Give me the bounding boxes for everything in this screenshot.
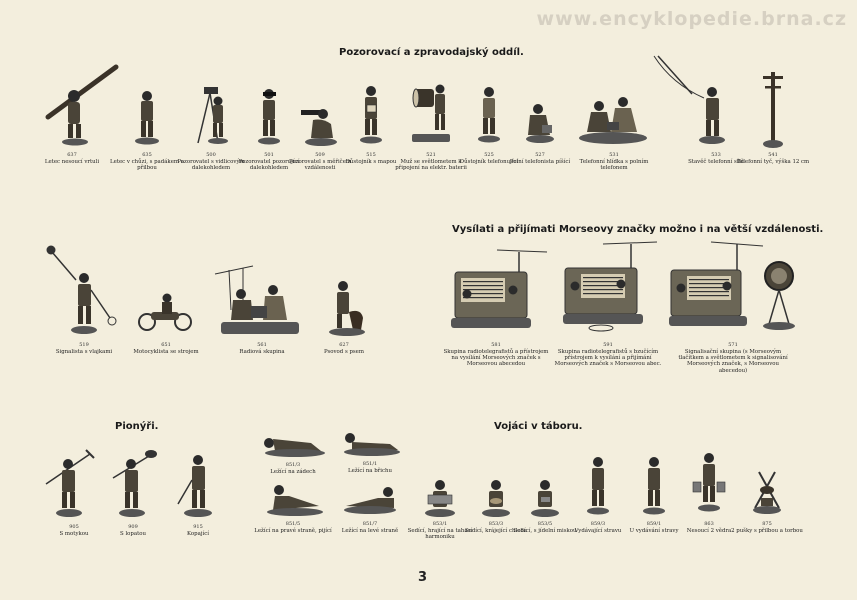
- item-caption: Kopající: [187, 531, 209, 537]
- item-number: 519: [79, 342, 89, 348]
- item-number: 525: [484, 152, 494, 158]
- item-number: 909: [128, 524, 138, 530]
- item-number: 853/1: [432, 521, 448, 527]
- item-caption: Motocyklista se strojem: [133, 349, 199, 355]
- section-heading-pioneers: Pionýři.: [115, 421, 159, 432]
- item-number: 500: [206, 152, 216, 158]
- section-heading-camp: Vojáci v táboru.: [494, 421, 583, 432]
- item-number: 509: [315, 152, 325, 158]
- item-caption: Ležící na pravé straně, pijící: [254, 528, 332, 534]
- item-number: 561: [257, 342, 267, 348]
- item-number: 531: [609, 152, 619, 158]
- item-caption: Nesoucí 2 vědra: [686, 528, 732, 534]
- item-number: 635: [142, 152, 152, 158]
- item-number: 515: [366, 152, 376, 158]
- item-number: 637: [67, 152, 77, 158]
- page-number: 3: [418, 570, 428, 585]
- item-caption: Letec v chůzi, s padákem a přilbou: [110, 159, 184, 172]
- item-number: 915: [193, 524, 203, 530]
- item-caption: Ležící na zádech: [270, 469, 316, 475]
- item-caption: Skupina radiotelegrafistů a přístrojem na vysílání Morseových značek s Morseovou abecedou: [443, 349, 549, 368]
- item-caption: Ležící na levé straně: [341, 528, 399, 534]
- item-number: 591: [603, 342, 613, 348]
- item-number: 853/5: [537, 521, 553, 527]
- item-caption: Důstojník s mapou: [345, 159, 397, 165]
- item-number: 501: [264, 152, 274, 158]
- item-caption: Pozorovatel s vidlicovým dalekohledem: [177, 159, 245, 172]
- item-number: 859/1: [646, 521, 662, 527]
- item-number: 853/3: [488, 521, 504, 527]
- item-number: 859/3: [590, 521, 606, 527]
- item-caption: Ležící na břichu: [348, 468, 392, 474]
- item-number: 581: [491, 342, 501, 348]
- item-number: 533: [711, 152, 721, 158]
- item-number: 851/5: [285, 521, 301, 527]
- item-number: 851/1: [362, 461, 378, 467]
- item-caption: Sedící, krájející chleba: [464, 528, 528, 534]
- item-caption: Telefonní tyč, výška 12 cm: [736, 159, 810, 165]
- item-caption: Muž se světlometem k připojení na elektr. baterii: [395, 159, 467, 172]
- item-caption: 2 pušky s přilbou a torbou: [731, 528, 803, 534]
- item-caption: Důstojník telefonující: [459, 159, 519, 165]
- item-caption: Pozorovatel s měřičem vzdálenosti: [288, 159, 352, 172]
- item-caption: Letec nesoucí vrtuli: [44, 159, 100, 165]
- item-caption: Vydávající stravu: [574, 528, 622, 534]
- item-caption: U vydávání stravy: [629, 528, 679, 534]
- item-number: 521: [426, 152, 436, 158]
- item-number: 851/7: [362, 521, 378, 527]
- item-caption: Skupina radiotelegrafistů s bzučícím přístrojem k vysílání a přijímání Morseových značek s Morseovou abec.: [554, 349, 662, 368]
- item-caption: Polní telefonista píšící: [509, 159, 571, 165]
- item-caption: Pozorovatel pozorující dalekohledem: [238, 159, 300, 172]
- section-heading-morse: Vysílati a přijímati Morseovy značky možno i na větší vzdálenosti.: [452, 224, 824, 235]
- item-number: 527: [535, 152, 545, 158]
- watermark: www.encyklopedie.brna.cz: [536, 8, 847, 30]
- item-number: 905: [69, 524, 79, 530]
- item-caption: Signalista s vlajkami: [55, 349, 113, 355]
- item-number: 851/3: [285, 462, 301, 468]
- item-caption: S motykou: [59, 531, 89, 537]
- section-heading-observation: Pozorovací a zpravodajský oddíl.: [339, 47, 524, 58]
- item-number: 863: [704, 521, 714, 527]
- item-caption: Radiová skupina: [239, 349, 285, 355]
- item-caption: Psovod s psem: [324, 349, 364, 355]
- item-caption: Sedící, s jídelní miskou: [513, 528, 577, 534]
- item-number: 541: [768, 152, 778, 158]
- item-caption: Sedící, hrající na tahací harmoniku: [407, 528, 473, 541]
- item-caption: Signalisační skupina (s Morseovým tlačítkem a světlometem k signalisování Morseových značek, s Morseovou abecedou): [678, 349, 788, 374]
- item-caption: Stavěč telefonní sítě: [688, 159, 744, 165]
- item-caption: Telefonní hlídka s polním telefonem: [579, 159, 649, 172]
- item-caption: S lopatou: [120, 531, 146, 537]
- item-number: 651: [161, 342, 171, 348]
- item-number: 571: [728, 342, 738, 348]
- item-number: 875: [762, 521, 772, 527]
- item-number: 627: [339, 342, 349, 348]
